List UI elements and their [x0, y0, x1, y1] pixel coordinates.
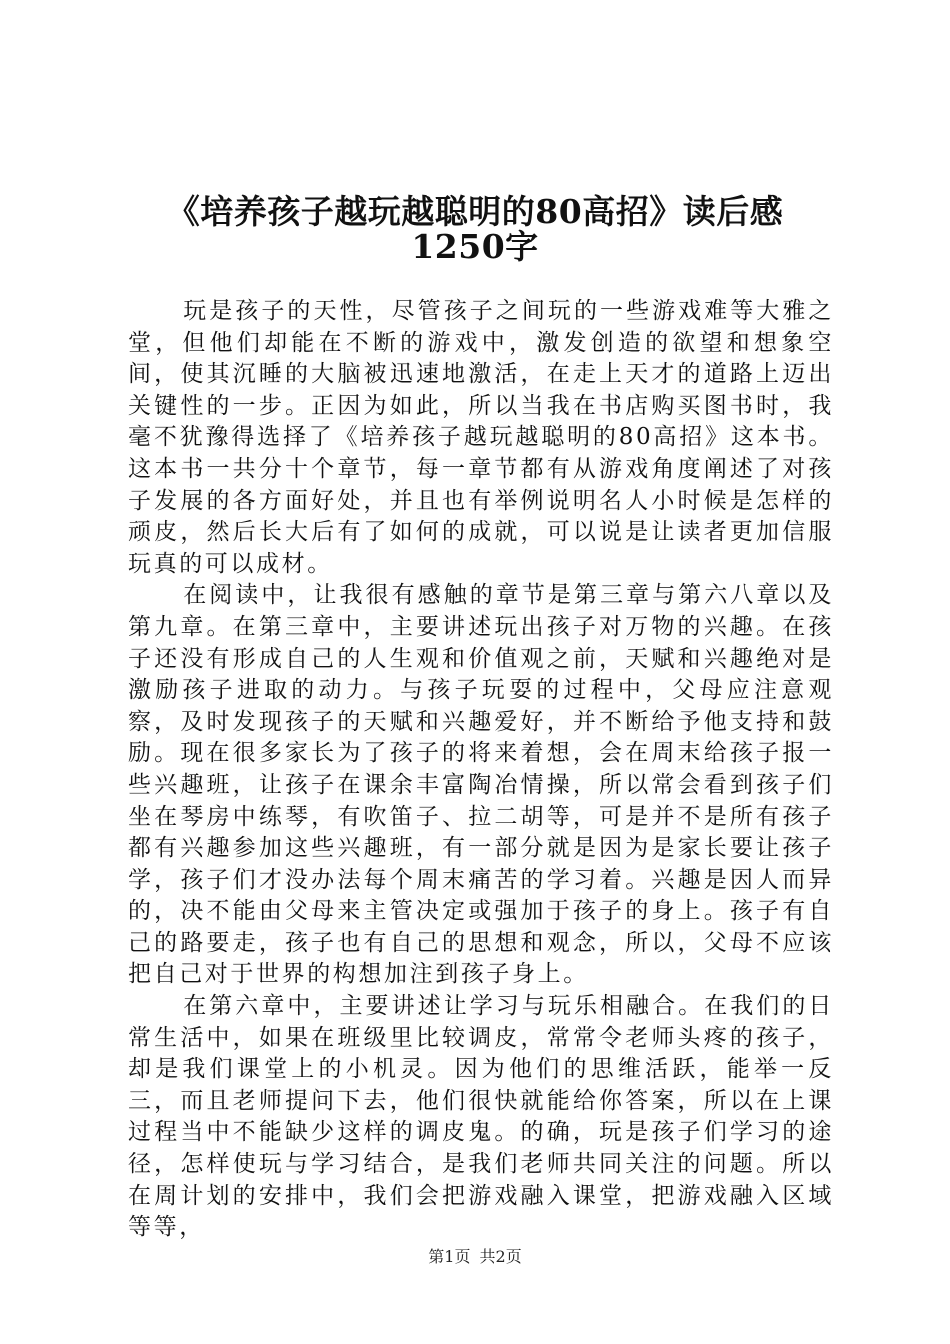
document-body — [128, 296, 834, 1244]
page-footer — [0, 1244, 950, 1267]
page-total: 共2页 — [479, 1247, 522, 1266]
document-title-word-count: 1250字 — [411, 227, 539, 266]
page-number: 第1页 — [428, 1247, 471, 1266]
paragraph: 玩是孩子的天性，尽管孩子之间玩的一些游戏难等大雅之堂，但他们却能在不断的游戏中，激发创造的欲望和想象空间，使其沉睡的大脑被迅速地激活，在走上天才的道路上迈出关键性的一步。正因为如此，所以当我在书店购买图书时，我毫不犹豫得选择了《培养孩子越玩越聪明的80高招》这本书。这本书一共分十个章节，每一章节都有从游戏角度阐述了对孩子发展的各方面好处，并且也有举例说明名人小时候是怎样的顽皮，然后长大后有了如何的成就，可以说是让读者更加信服玩真的可以成材。 — [128, 298, 834, 577]
document-title: 《培养孩子越玩越聪明的80高招》读后感 — [166, 192, 784, 231]
paragraph: 在第六章中，主要讲述让学习与玩乐相融合。在我们的日常生活中，如果在班级里比较调皮，常常令老师头疼的孩子，却是我们课堂上的小机灵。因为他们的思维活跃，能举一反三，而且老师提问下去，他们很快就能给你答案，所以在上课过程当中不能缺少这样的调皮鬼。的确，玩是孩子们学习的途径，怎样使玩与学习结合，是我们老师共同关注的问题。所以在周计划的安排中，我们会把游戏融入课堂，把游戏融入区域等等， — [128, 993, 834, 1241]
paragraph: 在阅读中，让我很有感触的章节是第三章与第六八章以及第九章。在第三章中，主要讲述玩出孩子对万物的兴趣。在孩子还没有形成自己的人生观和价值观之前，天赋和兴趣绝对是激励孩子进取的动力。与孩子玩耍的过程中，父母应注意观察，及时发现孩子的天赋和兴趣爱好，并不断给予他支持和鼓励。现在很多家长为了孩子的将来着想，会在周末给孩子报一些兴趣班，让孩子在课余丰富陶冶情操，所以常会看到孩子们坐在琴房中练琴，有吹笛子、拉二胡等，可是并不是所有孩子都有兴趣参加这些兴趣班，有一部分就是因为是家长要让孩子学，孩子们才没办法每个周末痛苦的学习着。兴趣是因人而异的，决不能由父母来主管决定或强加于孩子的身上。孩子有自己的路要走，孩子也有自己的思想和观念，所以，父母不应该把自己对于世界的构想加注到孩子身上。 — [128, 582, 834, 988]
